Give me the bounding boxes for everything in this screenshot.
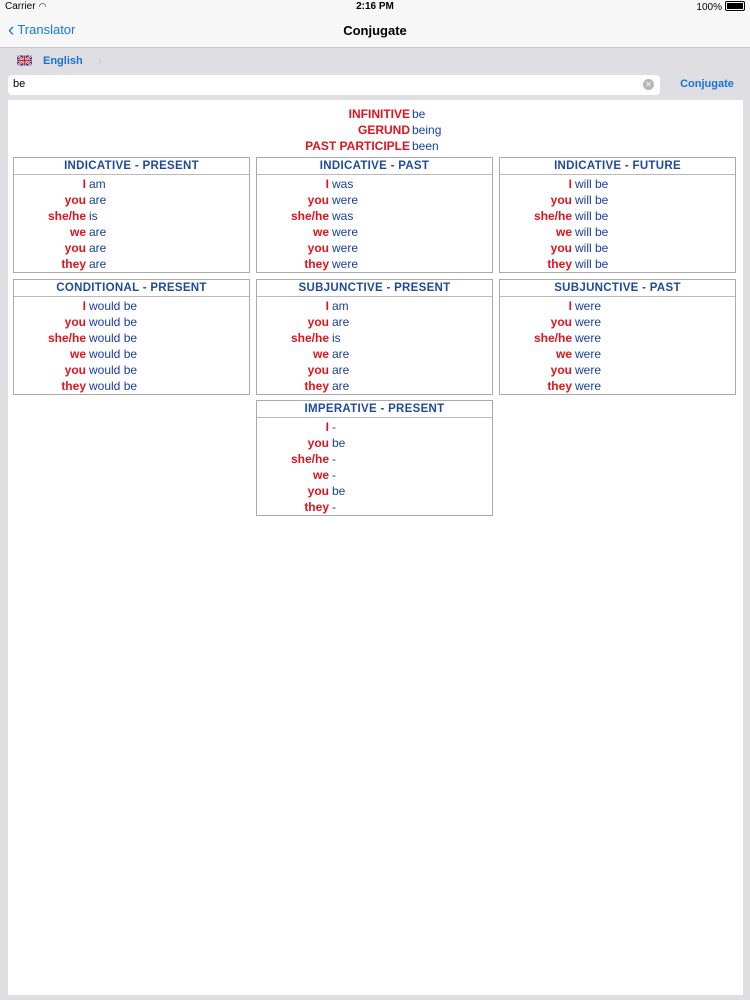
tense-indicative-past xyxy=(256,157,493,273)
tense-title: INDICATIVE - PAST xyxy=(257,158,492,175)
verb-form: would be xyxy=(89,331,138,345)
verb-form: would be xyxy=(89,363,138,377)
conjugation-row xyxy=(257,224,492,240)
verb-form: am xyxy=(332,299,349,313)
conjugation-row xyxy=(14,208,249,224)
tense-title: INDICATIVE - PRESENT xyxy=(14,158,249,175)
pronoun: you xyxy=(307,363,329,377)
pronoun: you xyxy=(307,193,329,207)
tense-conditional-present xyxy=(13,279,250,395)
conjugation-row xyxy=(257,483,492,499)
verb-form: would be xyxy=(89,299,138,313)
verb-form: were xyxy=(332,241,359,255)
pronoun: you xyxy=(307,315,329,329)
verb-form: are xyxy=(332,315,350,329)
conjugation-row xyxy=(500,256,735,272)
tense-indicative-present xyxy=(13,157,250,273)
verb-form: are xyxy=(332,347,350,361)
conjugation-row xyxy=(14,362,249,378)
verb-form: were xyxy=(332,193,359,207)
pronoun: I xyxy=(325,420,329,434)
pronoun: I xyxy=(82,299,86,313)
pronoun: you xyxy=(307,484,329,498)
conjugation-row xyxy=(257,192,492,208)
pronoun: they xyxy=(61,257,86,271)
verb-form: am xyxy=(89,177,106,191)
conjugation-row xyxy=(257,378,492,394)
pronoun: you xyxy=(550,193,572,207)
conjugation-row xyxy=(14,378,249,394)
pronoun: she/he xyxy=(290,331,329,345)
conjugation-row xyxy=(500,314,735,330)
pronoun: we xyxy=(312,347,329,361)
verb-form: are xyxy=(89,257,107,271)
pronoun: you xyxy=(64,241,86,255)
tense-subjunctive-present xyxy=(256,279,493,395)
conjugation-row xyxy=(14,176,249,192)
infinitive-label: INFINITIVE xyxy=(348,107,410,121)
conjugation-row xyxy=(500,176,735,192)
verb-form: be xyxy=(332,484,346,498)
conjugation-row xyxy=(257,435,492,451)
verb-form: were xyxy=(575,363,602,377)
pronoun: they xyxy=(304,379,329,393)
verb-form: - xyxy=(332,468,336,482)
conjugation-row xyxy=(257,208,492,224)
pronoun: she/he xyxy=(533,331,572,345)
conjugation-row xyxy=(257,176,492,192)
pronoun: you xyxy=(64,315,86,329)
verb-form: - xyxy=(332,500,336,514)
verb-form: would be xyxy=(89,379,138,393)
verb-form: will be xyxy=(575,193,609,207)
conjugation-row xyxy=(14,240,249,256)
pronoun: you xyxy=(307,436,329,450)
language-bar xyxy=(0,48,750,74)
verb-form: were xyxy=(332,225,359,239)
pronoun: I xyxy=(568,177,572,191)
verb-form: - xyxy=(332,452,336,466)
tense-indicative-future xyxy=(499,157,736,273)
past-participle-label: PAST PARTICIPLE xyxy=(305,139,410,153)
navigation-bar xyxy=(0,14,750,48)
pronoun: you xyxy=(64,193,86,207)
verb-form: were xyxy=(575,379,602,393)
tense-title: SUBJUNCTIVE - PAST xyxy=(500,280,735,297)
conjugation-row xyxy=(500,346,735,362)
gerund-value: being xyxy=(412,123,442,137)
pronoun: they xyxy=(61,379,86,393)
verb-forms xyxy=(8,106,743,154)
verb-form: were xyxy=(575,315,602,329)
tense-title: INDICATIVE - FUTURE xyxy=(500,158,735,175)
wifi-icon: ◠ xyxy=(38,1,47,11)
verb-form: will be xyxy=(575,209,609,223)
conjugation-row xyxy=(257,467,492,483)
search-input[interactable] xyxy=(8,75,660,95)
conjugation-row xyxy=(257,499,492,515)
pronoun: she/he xyxy=(47,209,86,223)
conjugation-row xyxy=(500,224,735,240)
conjugation-row xyxy=(14,346,249,362)
pronoun: we xyxy=(69,347,86,361)
status-time: 2:16 PM xyxy=(356,1,394,12)
verb-form: would be xyxy=(89,347,138,361)
pronoun: we xyxy=(312,225,329,239)
conjugation-row xyxy=(257,256,492,272)
verb-form: is xyxy=(332,331,341,345)
verb-form: are xyxy=(89,225,107,239)
pronoun: we xyxy=(312,468,329,482)
gerund-label: GERUND xyxy=(357,123,410,137)
conjugation-row xyxy=(500,362,735,378)
conjugate-button[interactable]: Conjugate xyxy=(680,78,734,90)
conjugation-row xyxy=(14,224,249,240)
conjugation-row xyxy=(500,298,735,314)
verb-form: are xyxy=(89,241,107,255)
verb-form: would be xyxy=(89,315,138,329)
pronoun: you xyxy=(550,241,572,255)
pronoun: I xyxy=(568,299,572,313)
pronoun: I xyxy=(82,177,86,191)
conjugation-row xyxy=(500,330,735,346)
verb-form: are xyxy=(89,193,107,207)
conjugation-row xyxy=(257,451,492,467)
past-participle-row xyxy=(8,138,743,154)
battery-label: 100% xyxy=(696,2,722,13)
pronoun: they xyxy=(547,379,572,393)
verb-form: will be xyxy=(575,177,609,191)
verb-form: was xyxy=(332,209,354,223)
chevron-right-icon: › xyxy=(98,54,102,68)
verb-form: be xyxy=(332,436,346,450)
conjugation-row xyxy=(500,208,735,224)
verb-form: is xyxy=(89,209,98,223)
conjugation-row xyxy=(14,192,249,208)
tense-title: CONDITIONAL - PRESENT xyxy=(14,280,249,297)
pronoun: we xyxy=(555,225,572,239)
page-title: Conjugate xyxy=(343,23,407,38)
verb-form: are xyxy=(332,379,350,393)
conjugation-row xyxy=(500,240,735,256)
pronoun: they xyxy=(304,257,329,271)
tense-title: SUBJUNCTIVE - PRESENT xyxy=(257,280,492,297)
verb-form: - xyxy=(332,420,336,434)
conjugation-row xyxy=(14,256,249,272)
pronoun: she/he xyxy=(533,209,572,223)
pronoun: she/he xyxy=(290,452,329,466)
conjugation-row xyxy=(14,330,249,346)
carrier-label: Carrier xyxy=(5,1,36,12)
pronoun: she/he xyxy=(290,209,329,223)
verb-form: will be xyxy=(575,241,609,255)
status-bar xyxy=(0,0,750,14)
pronoun: you xyxy=(64,363,86,377)
uk-flag-icon xyxy=(17,55,32,66)
conjugation-row xyxy=(500,192,735,208)
pronoun: she/he xyxy=(47,331,86,345)
infinitive-row xyxy=(8,106,743,122)
verb-form: will be xyxy=(575,257,609,271)
pronoun: you xyxy=(307,241,329,255)
pronoun: they xyxy=(304,500,329,514)
tense-title: IMPERATIVE - PRESENT xyxy=(257,401,492,418)
clear-icon[interactable]: ✕ xyxy=(643,79,654,90)
conjugation-row xyxy=(257,298,492,314)
verb-form: were xyxy=(575,331,602,345)
battery-icon xyxy=(725,1,745,11)
chevron-left-icon: ‹ xyxy=(8,20,15,41)
pronoun: we xyxy=(69,225,86,239)
pronoun: you xyxy=(550,315,572,329)
verb-form: was xyxy=(332,177,354,191)
conjugation-content xyxy=(8,100,743,995)
conjugation-row xyxy=(257,419,492,435)
conjugation-row xyxy=(14,314,249,330)
conjugation-row xyxy=(14,298,249,314)
pronoun: you xyxy=(550,363,572,377)
gerund-row xyxy=(8,122,743,138)
back-button-label: Translator xyxy=(17,22,76,37)
pronoun: I xyxy=(325,299,329,313)
pronoun: I xyxy=(325,177,329,191)
conjugation-row xyxy=(257,362,492,378)
pronoun: we xyxy=(555,347,572,361)
conjugation-row xyxy=(500,378,735,394)
conjugation-row xyxy=(257,314,492,330)
conjugation-row xyxy=(257,330,492,346)
verb-form: were xyxy=(575,299,602,313)
verb-form: were xyxy=(332,257,359,271)
conjugation-row xyxy=(257,346,492,362)
tense-imperative-present xyxy=(256,400,493,516)
conjugation-row xyxy=(257,240,492,256)
infinitive-value: be xyxy=(412,107,426,121)
verb-form: are xyxy=(332,363,350,377)
language-selector[interactable]: English xyxy=(43,55,83,67)
pronoun: they xyxy=(547,257,572,271)
verb-form: will be xyxy=(575,225,609,239)
search-input-value: be xyxy=(13,78,26,90)
battery-status xyxy=(696,1,745,13)
verb-form: were xyxy=(575,347,602,361)
past-participle-value: been xyxy=(412,139,439,153)
tense-subjunctive-past xyxy=(499,279,736,395)
